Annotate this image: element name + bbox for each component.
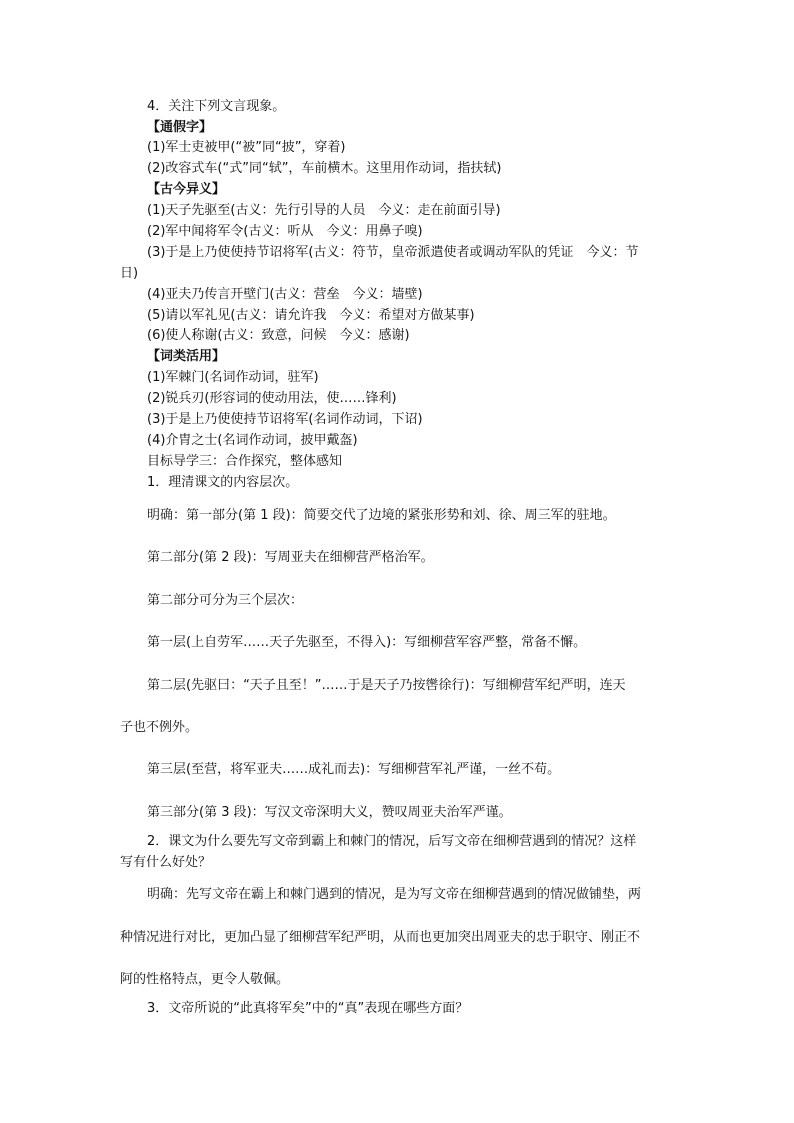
- gujin-item: (2)军中闻将军令(古义：听从 今义：用鼻子嗅): [147, 224, 423, 239]
- gujin-item: (3)于是上乃使使持节诏将军(古义：符节，皇帝派遣使者或调动军队的凭证 今义：节: [147, 245, 639, 260]
- gujin-item: (6)使人称谢(古义：致意，问候 今义：感谢): [147, 328, 410, 343]
- answer-2-line: 阿的性格特点，更令人敬佩。: [120, 972, 290, 987]
- goal-3-heading: 目标导学三：合作探究，整体感知: [147, 454, 343, 469]
- answer-2-line: 种情况进行对比，更加凸显了细柳营军纪严明，从而也更加突出周亚夫的忠于职守、刚正不: [120, 930, 641, 945]
- cilei-item: (1)军棘门(名词作动词，驻军): [147, 370, 319, 385]
- question-2-line: 2．课文为什么要先写文帝到霸上和棘门的情况，后写文帝在细柳营遇到的情况？这样: [147, 834, 637, 849]
- question-1: 1．理清课文的内容层次。: [147, 475, 299, 490]
- answer-1-line: 第二部分(第 2 段)：写周亚夫在细柳营严格治军。: [147, 550, 434, 565]
- tongjia-item: (2)改容式车(“式”同“轼”，车前横木。这里用作动词，指扶轼): [147, 161, 502, 176]
- section-4-heading: 4．关注下列文言现象。: [147, 99, 286, 114]
- answer-1-line: 第一层(上自劳军……天子先驱至，不得入)：写细柳营军容严整，常备不懈。: [147, 635, 587, 650]
- gujin-item: (4)亚夫乃传言开壁门(古义：营垒 今义：墙壁): [147, 287, 423, 302]
- gujin-item: (1)天子先驱至(古义：先行引导的人员 今义：走在前面引导): [147, 203, 501, 218]
- answer-2-line: 明确：先写文帝在霸上和棘门遇到的情况，是为写文帝在细柳营遇到的情况做铺垫，两: [147, 887, 642, 902]
- gujin-item: (5)请以军礼见(古义：请允许我 今义：希望对方做某事): [147, 308, 475, 323]
- answer-1-line: 子也不例外。: [120, 720, 199, 735]
- gujin-title: 【古今异义】: [147, 182, 226, 197]
- answer-1-line: 第二部分可分为三个层次：: [147, 593, 304, 608]
- cilei-item: (3)于是上乃使使持节诏将军(名词作动词，下诏): [147, 412, 423, 427]
- cilei-title: 【词类活用】: [147, 349, 226, 364]
- answer-1-line: 第二层(先驱曰：“天子且至！”……于是天子乃按辔徐行)：写细柳营军纪严明，连天: [147, 678, 626, 693]
- answer-1-line: 第三层(至营，将军亚夫……成礼而去)：写细柳营军礼严谨，一丝不苟。: [147, 762, 561, 777]
- question-2-line: 写有什么好处？: [120, 855, 212, 870]
- answer-1-line: 明确：第一部分(第 1 段)：简要交代了边境的紧张形势和刘、徐、周三军的驻地。: [147, 508, 616, 523]
- tongjia-title: 【通假字】: [147, 120, 213, 135]
- question-3: 3．文帝所说的“此真将军矣”中的“真”表现在哪些方面？: [147, 1001, 469, 1016]
- gujin-item-continuation: 日): [120, 266, 139, 281]
- tongjia-item: (1)军士吏被甲(“被”同“披”，穿着): [147, 140, 346, 155]
- cilei-item: (4)介胄之士(名词作动词，披甲戴盔): [147, 433, 358, 448]
- answer-1-line: 第三部分(第 3 段)：写汉文帝深明大义，赞叹周亚夫治军严谨。: [147, 805, 512, 820]
- cilei-item: (2)锐兵刃(形容词的使动用法，使……锋利): [147, 391, 397, 406]
